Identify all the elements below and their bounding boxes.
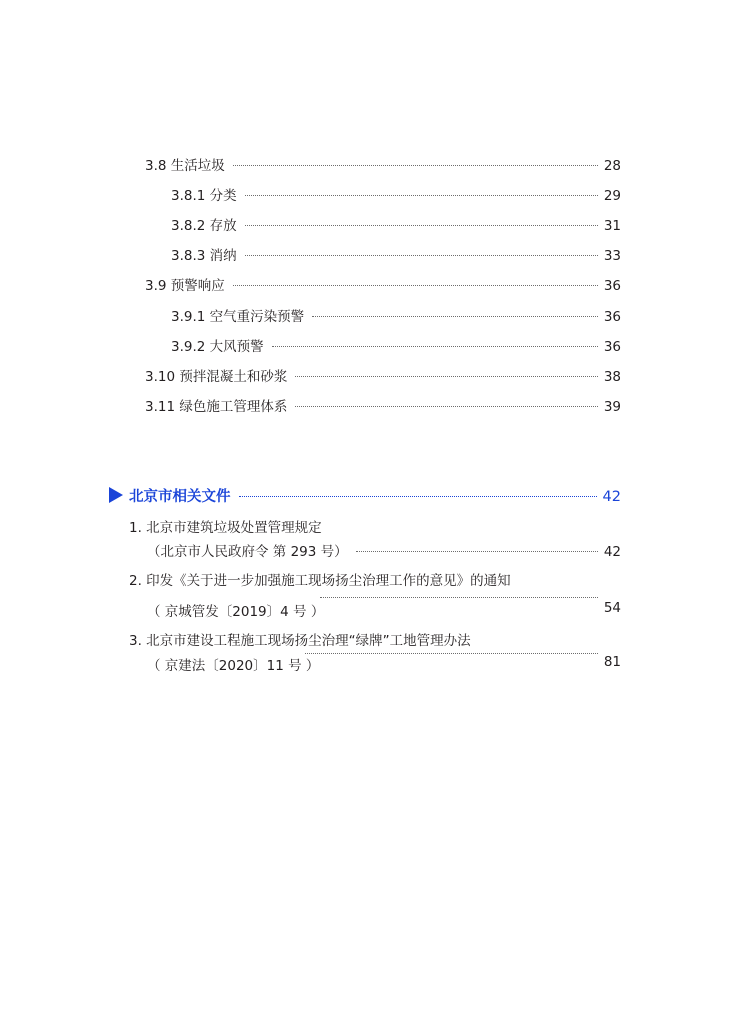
triangle-arrow-icon [109, 487, 123, 503]
toc-entry-3-8[interactable] [145, 154, 621, 174]
document-1-subline[interactable] [147, 540, 621, 560]
document-2-title[interactable]: 2. 印发《关于进一步加强施工现场扬尘治理工作的意见》的通知 [129, 573, 511, 589]
dot-leader [233, 165, 598, 166]
toc-entry-page: 39 [603, 399, 621, 415]
toc-entry-label: 3.10 预拌混凝土和砂浆 [145, 369, 288, 385]
toc-entry-3-8-3[interactable] [171, 244, 621, 264]
toc-entry-label: 3.11 绿色施工管理体系 [145, 399, 288, 415]
toc-entry-label: 3.8.1 分类 [171, 188, 237, 204]
toc-entry-page: 29 [603, 188, 621, 204]
toc-entry-page: 31 [603, 218, 621, 234]
document-3-number: （ 京建法〔2020〕11 号 ） [147, 658, 320, 674]
toc-entry-3-10[interactable] [145, 365, 621, 385]
toc-entry-label: 3.8 生活垃圾 [145, 158, 225, 174]
toc-entry-page: 36 [603, 339, 621, 355]
dot-leader [245, 195, 598, 196]
document-3-title[interactable]: 3. 北京市建设工程施工现场扬尘治理“绿牌”工地管理办法 [129, 633, 471, 649]
document-1-title[interactable]: 1. 北京市建筑垃圾处置管理规定 [129, 520, 322, 536]
dot-leader [312, 316, 598, 317]
dot-leader [320, 597, 598, 598]
toc-entry-label: 3.8.3 消纳 [171, 248, 237, 264]
dot-leader [239, 496, 597, 497]
dot-leader [356, 551, 598, 552]
toc-entry-label: 3.9 预警响应 [145, 278, 225, 294]
toc-entry-3-8-1[interactable] [171, 184, 621, 204]
dot-leader [295, 406, 597, 407]
document-2-number: （ 京城管发〔2019〕4 号 ） [147, 604, 325, 620]
section-heading-beijing-documents[interactable] [109, 485, 621, 506]
toc-entry-label: 3.9.1 空气重污染预警 [171, 309, 305, 325]
section-title: 北京市相关文件 [129, 489, 231, 505]
toc-entry-label: 3.9.2 大风预警 [171, 339, 264, 355]
toc-entry-page: 36 [603, 278, 621, 294]
dot-leader [245, 255, 598, 256]
toc-entry-page: 28 [603, 158, 621, 174]
dot-leader [233, 285, 598, 286]
dot-leader [295, 376, 597, 377]
section-page: 42 [602, 489, 621, 505]
document-1-page: 42 [603, 544, 621, 560]
toc-entry-3-9[interactable] [145, 274, 621, 294]
document-1-number: （北京市人民政府令 第 293 号） [147, 544, 348, 560]
dot-leader [245, 225, 598, 226]
dot-leader [272, 346, 598, 347]
toc-entry-label: 3.8.2 存放 [171, 218, 237, 234]
document-3-page: 81 [603, 654, 621, 670]
toc-entry-3-11[interactable] [145, 395, 621, 415]
toc-entry-3-9-1[interactable] [171, 305, 621, 325]
toc-entry-3-9-2[interactable] [171, 335, 621, 355]
dot-leader [305, 653, 598, 654]
toc-entry-page: 38 [603, 369, 621, 385]
toc-entry-3-8-2[interactable] [171, 214, 621, 234]
toc-entry-page: 36 [603, 309, 621, 325]
document-2-page: 54 [603, 600, 621, 616]
toc-entry-page: 33 [603, 248, 621, 264]
